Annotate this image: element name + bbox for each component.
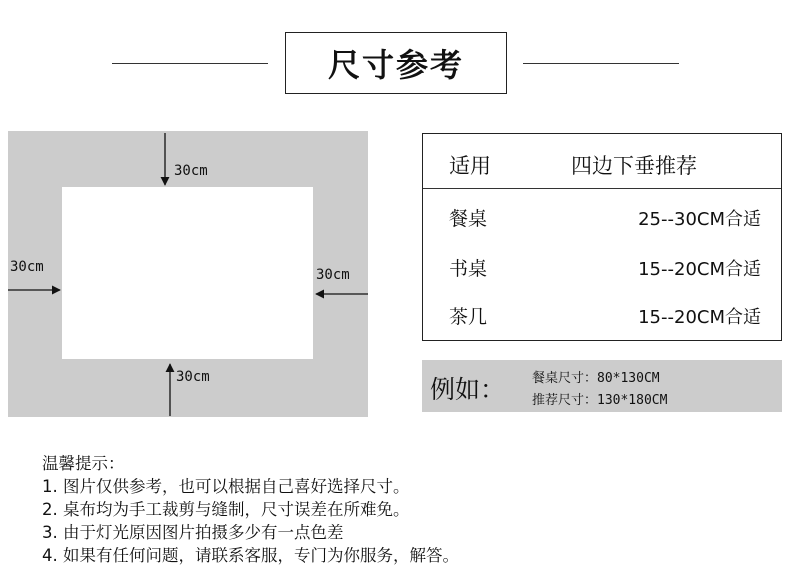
right-margin-label: 30cm (316, 267, 350, 283)
tip-item: 1. 图片仅供参考，也可以根据自己喜好选择尺寸。 (42, 477, 410, 496)
example-label: 例如： (430, 375, 506, 404)
table-header-divider (423, 188, 781, 189)
table-header-usage: 适用 (449, 154, 491, 178)
tips-heading: 温馨提示： (42, 454, 125, 473)
left-margin-label: 30cm (10, 259, 44, 275)
bottom-margin-label: 30cm (176, 369, 210, 385)
example-line-recommended: 推荐尺寸：130*180CM (532, 393, 668, 408)
table-row-value: 25--30CM合适 (638, 209, 761, 230)
tip-item: 4. 如果有任何问题，请联系客服，专门为你服务，解答。 (42, 546, 459, 565)
example-line-dining: 餐桌尺寸：80*130CM (532, 371, 660, 386)
table-row-name: 茶几 (449, 306, 488, 328)
table-row-name: 书桌 (449, 258, 488, 280)
table-row-value: 15--20CM合适 (638, 259, 761, 280)
tips-section (42, 452, 459, 567)
page-title: 尺寸参考 (327, 46, 464, 84)
tip-item: 2. 桌布均为手工裁剪与缝制，尺寸误差在所难免。 (42, 500, 410, 519)
table-row-name: 餐桌 (449, 208, 488, 230)
top-margin-label: 30cm (174, 163, 208, 179)
tip-item: 3. 由于灯光原因图片拍摄多少有一点色差 (42, 523, 344, 542)
table-row-value: 15--20CM合适 (638, 307, 761, 328)
table-header-drop: 四边下垂推荐 (571, 154, 697, 178)
example-box (422, 360, 782, 412)
recommendation-table (422, 133, 782, 341)
